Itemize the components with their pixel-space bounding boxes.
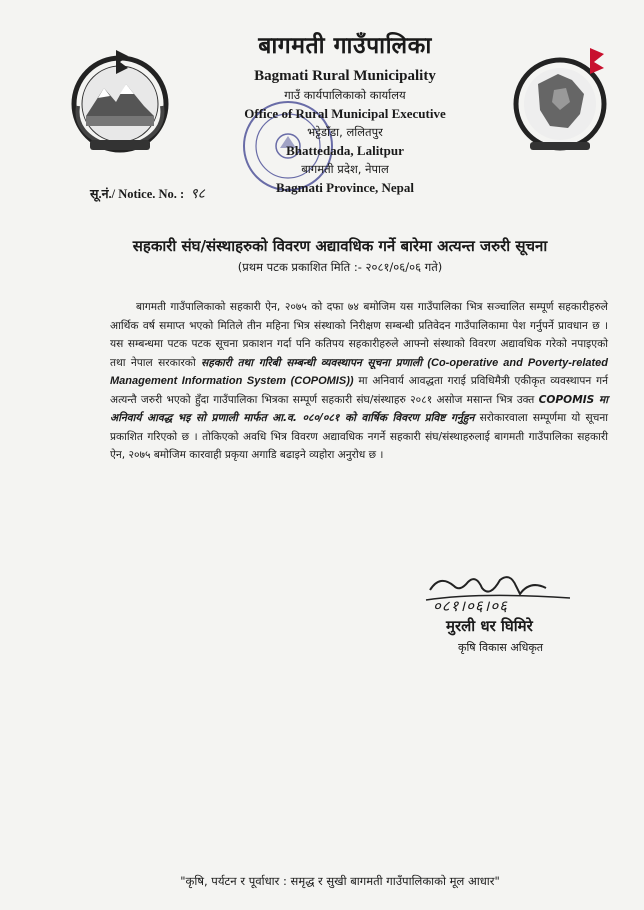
office-name-en: Office of Rural Municipal Executive <box>244 106 446 121</box>
letterhead <box>180 26 510 196</box>
body-text-p2f: सरोकारवाला सम्पूर्णमा यो सूचना प्रकाशित गरिएको छ । तोकिएको अवधि भित्र विवरण अद्यावधिक नगर्ने सहकारी संघ/संस्थाहरुलाई बागमती गाउँपालिका सहकारी ऐन, २०७५ बमोजिम कारवाही प्रकृया अगाडि बढाइने व्यहोरा अनुरोध छ । <box>110 412 608 461</box>
notice-subject: सहकारी संघ/संस्थाहरुको विवरण अद्यावधिक गर्ने बारेमा अत्यन्त जरुरी सूचना <box>132 237 548 255</box>
signatory-name: मुरली धर घिमिरे <box>446 617 533 635</box>
province-en: Bagmati Province, Nepal <box>275 180 415 195</box>
notice-number-line <box>90 184 205 203</box>
body-text-p1: बागमती गाउँपालिकाको सहकारी ऐन, २०७५ को दफा ७४ बमोजिम यस गाउँपालिका भित्र सञ्चालित सम्पूर्ण सहकारीहरुले आर्थिक वर्ष समाप्त भएको मितिले तीन महिना भित्र संस्थाको निरीक्षण सम्बन्धी प्रतिवेदन गाउँपालिकामा पेश गर्नुपर्ने प्रावधान छ । <box>110 301 608 332</box>
signature-date: ०८१।०६।०६ <box>433 597 508 615</box>
office-name-ne: गाउँ कार्यपालिकाको कार्यालय <box>284 88 406 102</box>
body-paragraph <box>110 298 608 465</box>
notice-number: ९८ <box>190 187 205 202</box>
place-en: Bhattedada, Lalitpur <box>286 143 404 158</box>
copomis-name-en: (Co-operative and Poverty-related Management Information System (COPOMIS)) <box>110 356 609 387</box>
notice-label: सू.नं./ Notice. No. : <box>90 187 185 201</box>
copomis-name-ne: सहकारी तथा गरिबी सम्बन्धी व्यवस्थापन सूचना प्रणाली <box>201 356 422 369</box>
place-ne: भट्टेडाँडा, ललितपुर <box>307 125 383 139</box>
signatory-title: कृषि विकास अधिकृत <box>458 641 544 654</box>
body-text-p2a: यस सम्बन्धमा पटक पटक सूचना प्रकाशन गर्दा पनि कतिपय सहकारीहरुले आफ्नो संस्थाको विवरण अद्यावधिक गरेको नपाइएको तथा नेपाल सरकारको <box>110 338 608 369</box>
notice-body <box>110 298 608 465</box>
municipality-name-ne: बागमती गाउँपालिका <box>258 33 432 59</box>
copomis-requirement: COPOMIS मा अनिवार्य आवद्ध भइ सो प्रणाली मार्फत आ.व. ०८०/०८१ को वार्षिक विवरण प्रविष्ट गर्नुहुन <box>110 393 608 424</box>
province-ne: बागमती प्रदेश, नेपाल <box>301 162 389 176</box>
nepal-emblem-icon <box>64 44 176 156</box>
municipality-name-en: Bagmati Rural Municipality <box>254 68 436 84</box>
body-text-p2d: मा अनिवार्य आवद्धता गराई प्रविधिमैत्री एकीकृत व्यवस्थापन गर्न अत्यन्तै जरुरी भएको हुँदा गाउँपालिका भित्रका सम्पूर्ण सहकारी संघ/संस्थाहरु २०८१ असोज मसान्त भित्र उक्त <box>110 375 608 406</box>
municipality-logo-icon <box>510 44 612 154</box>
footer-slogan: "कृषि, पर्यटन र पूर्वाधार : समृद्ध र सुखी बागमती गाउँपालिकाको मूल आधार" <box>180 874 500 888</box>
publish-date-line: (प्रथम पटक प्रकाशित मिति :- २०८१/०६/०६ गते) <box>237 260 443 274</box>
